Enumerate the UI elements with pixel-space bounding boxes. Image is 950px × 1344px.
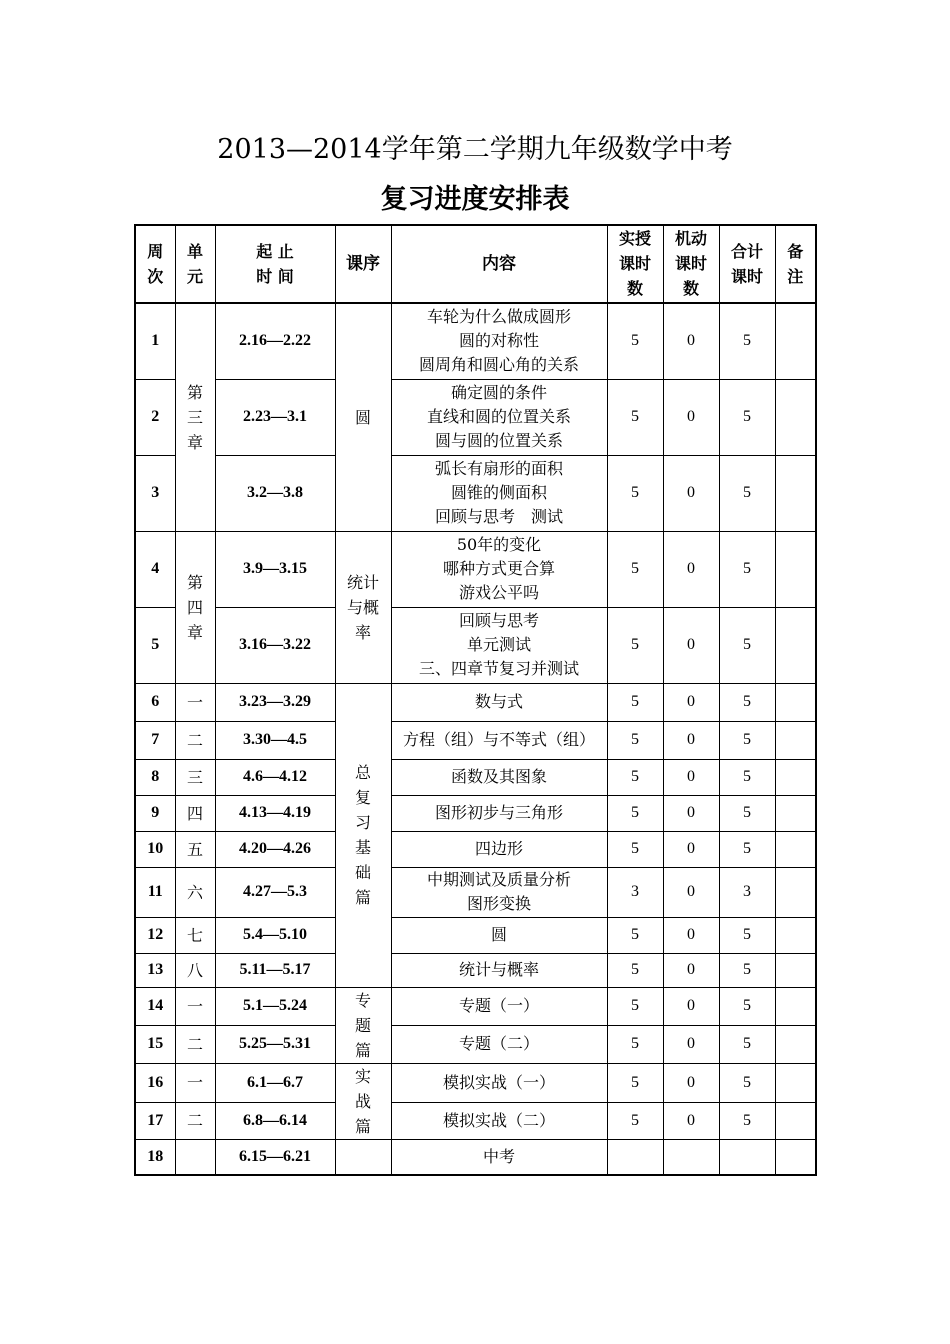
flex-hours-cell: 0 bbox=[663, 303, 719, 379]
total-hours-cell: 5 bbox=[719, 987, 775, 1025]
total-hours-cell: 5 bbox=[719, 379, 775, 455]
flex-hours-cell: 0 bbox=[663, 953, 719, 987]
week-cell: 16 bbox=[135, 1063, 175, 1102]
total-hours-cell: 5 bbox=[719, 1102, 775, 1139]
unit-cell: 一 bbox=[175, 683, 215, 721]
date-range-cell: 3.30—4.5 bbox=[215, 721, 335, 759]
taught-hours-cell: 5 bbox=[607, 987, 663, 1025]
taught-hours-cell: 3 bbox=[607, 867, 663, 917]
week-cell: 18 bbox=[135, 1139, 175, 1175]
note-cell bbox=[775, 303, 816, 379]
content-cell bbox=[391, 917, 607, 953]
table-row bbox=[135, 1102, 816, 1139]
content-line: 回顾与思考 bbox=[458, 611, 539, 630]
content-cell bbox=[391, 303, 607, 379]
header-total-hours: 合计课时 bbox=[719, 225, 775, 303]
total-hours-cell: 5 bbox=[719, 721, 775, 759]
unit-cell: 二 bbox=[175, 1025, 215, 1063]
header-dates: 起 止 时 间 bbox=[215, 225, 335, 303]
header-content: 内容 bbox=[391, 225, 607, 303]
content-line: 弧长有扇形的面积 bbox=[434, 459, 563, 478]
note-cell bbox=[775, 1063, 816, 1102]
unit-cell: 四 bbox=[175, 795, 215, 831]
content-cell bbox=[391, 1139, 607, 1175]
note-cell bbox=[775, 987, 816, 1025]
content-line: 圆周角和圆心角的关系 bbox=[418, 355, 579, 375]
flex-hours-cell: 0 bbox=[663, 987, 719, 1025]
course-cell: 实战篇 bbox=[335, 1063, 391, 1139]
header-unit: 单元 bbox=[175, 225, 215, 303]
date-range-cell: 2.16—2.22 bbox=[215, 303, 335, 379]
total-hours-cell: 5 bbox=[719, 683, 775, 721]
unit-cell bbox=[175, 1139, 215, 1175]
week-cell: 1 bbox=[135, 303, 175, 379]
total-hours-cell: 5 bbox=[719, 953, 775, 987]
flex-hours-cell: 0 bbox=[663, 531, 719, 607]
content-line: 模拟实战（二） bbox=[442, 1110, 555, 1130]
date-range-cell: 4.13—4.19 bbox=[215, 795, 335, 831]
table-row bbox=[135, 607, 816, 683]
date-range-cell: 4.27—5.3 bbox=[215, 867, 335, 917]
flex-hours-cell: 0 bbox=[663, 1025, 719, 1063]
note-cell bbox=[775, 1025, 816, 1063]
flex-hours-cell: 0 bbox=[663, 917, 719, 953]
table-row bbox=[135, 917, 816, 953]
total-hours-cell: 5 bbox=[719, 759, 775, 795]
content-line: 图形变换 bbox=[466, 894, 531, 913]
content-line: 50年的变化 bbox=[456, 535, 542, 554]
total-hours-cell: 5 bbox=[719, 1025, 775, 1063]
content-line: 哪种方式更合算 bbox=[442, 559, 555, 578]
unit-cell: 五 bbox=[175, 831, 215, 867]
date-range-cell: 5.1—5.24 bbox=[215, 987, 335, 1025]
note-cell bbox=[775, 795, 816, 831]
total-hours-cell: 5 bbox=[719, 303, 775, 379]
week-cell: 15 bbox=[135, 1025, 175, 1063]
content-cell bbox=[391, 721, 607, 759]
taught-hours-cell: 5 bbox=[607, 607, 663, 683]
content-line: 方程（组）与不等式（组） bbox=[402, 730, 595, 749]
total-hours-cell: 3 bbox=[719, 867, 775, 917]
date-range-cell: 6.8—6.14 bbox=[215, 1102, 335, 1139]
date-range-cell: 3.16—3.22 bbox=[215, 607, 335, 683]
content-line: 单元测试 bbox=[466, 635, 531, 654]
week-cell: 14 bbox=[135, 987, 175, 1025]
note-cell bbox=[775, 683, 816, 721]
taught-hours-cell: 5 bbox=[607, 759, 663, 795]
content-line: 三、四章节复习并测试 bbox=[418, 659, 579, 678]
total-hours-cell: 5 bbox=[719, 831, 775, 867]
week-cell: 13 bbox=[135, 953, 175, 987]
table-row bbox=[135, 1025, 816, 1063]
date-range-cell: 6.15—6.21 bbox=[215, 1139, 335, 1175]
content-cell bbox=[391, 531, 607, 607]
week-cell: 3 bbox=[135, 455, 175, 531]
table-row bbox=[135, 1063, 816, 1102]
date-range-cell: 5.4—5.10 bbox=[215, 917, 335, 953]
week-cell: 4 bbox=[135, 531, 175, 607]
taught-hours-cell bbox=[607, 1139, 663, 1175]
flex-hours-cell bbox=[663, 1139, 719, 1175]
taught-hours-cell: 5 bbox=[607, 531, 663, 607]
content-cell bbox=[391, 1025, 607, 1063]
note-cell bbox=[775, 867, 816, 917]
flex-hours-cell: 0 bbox=[663, 721, 719, 759]
note-cell bbox=[775, 607, 816, 683]
header-flex-hours: 机动课时数 bbox=[663, 225, 719, 303]
unit-cell: 二 bbox=[175, 721, 215, 759]
flex-hours-cell: 0 bbox=[663, 607, 719, 683]
flex-hours-cell: 0 bbox=[663, 759, 719, 795]
flex-hours-cell: 0 bbox=[663, 1063, 719, 1102]
taught-hours-cell: 5 bbox=[607, 303, 663, 379]
content-line: 中考 bbox=[482, 1146, 515, 1166]
date-range-cell: 6.1—6.7 bbox=[215, 1063, 335, 1102]
unit-cell: 八 bbox=[175, 953, 215, 987]
header-course: 课序 bbox=[335, 225, 391, 303]
content-cell bbox=[391, 867, 607, 917]
flex-hours-cell: 0 bbox=[663, 379, 719, 455]
content-line: 统计与概率 bbox=[458, 960, 539, 979]
content-cell bbox=[391, 683, 607, 721]
total-hours-cell: 5 bbox=[719, 795, 775, 831]
content-line: 圆与圆的位置关系 bbox=[434, 431, 563, 450]
date-range-cell: 4.20—4.26 bbox=[215, 831, 335, 867]
taught-hours-cell: 5 bbox=[607, 721, 663, 759]
note-cell bbox=[775, 455, 816, 531]
note-cell bbox=[775, 379, 816, 455]
total-hours-cell: 5 bbox=[719, 455, 775, 531]
note-cell bbox=[775, 1102, 816, 1139]
taught-hours-cell: 5 bbox=[607, 683, 663, 721]
total-hours-cell bbox=[719, 1139, 775, 1175]
unit-cell: 六 bbox=[175, 867, 215, 917]
table-row bbox=[135, 683, 816, 721]
course-cell: 总复习基础篇 bbox=[335, 683, 391, 987]
table-row bbox=[135, 831, 816, 867]
flex-hours-cell: 0 bbox=[663, 683, 719, 721]
table-row bbox=[135, 867, 816, 917]
week-cell: 9 bbox=[135, 795, 175, 831]
content-cell bbox=[391, 1063, 607, 1102]
unit-cell: 一 bbox=[175, 1063, 215, 1102]
taught-hours-cell: 5 bbox=[607, 455, 663, 531]
note-cell bbox=[775, 1139, 816, 1175]
table-row bbox=[135, 1139, 816, 1175]
note-cell bbox=[775, 917, 816, 953]
table-row bbox=[135, 987, 816, 1025]
note-cell bbox=[775, 721, 816, 759]
week-cell: 2 bbox=[135, 379, 175, 455]
week-cell: 5 bbox=[135, 607, 175, 683]
table-row bbox=[135, 531, 816, 607]
table-row bbox=[135, 953, 816, 987]
taught-hours-cell: 5 bbox=[607, 795, 663, 831]
content-line: 中期测试及质量分析 bbox=[426, 870, 571, 889]
content-cell bbox=[391, 607, 607, 683]
taught-hours-cell: 5 bbox=[607, 831, 663, 867]
date-range-cell: 3.23—3.29 bbox=[215, 683, 335, 721]
header-row bbox=[135, 225, 816, 303]
total-hours-cell: 5 bbox=[719, 607, 775, 683]
taught-hours-cell: 5 bbox=[607, 1063, 663, 1102]
content-line: 圆的对称性 bbox=[458, 331, 539, 351]
date-range-cell: 5.11—5.17 bbox=[215, 953, 335, 987]
content-cell bbox=[391, 379, 607, 455]
course-cell: 统计与概率 bbox=[335, 531, 391, 683]
week-cell: 17 bbox=[135, 1102, 175, 1139]
schedule-table bbox=[134, 224, 817, 1176]
table-row bbox=[135, 455, 816, 531]
total-hours-cell: 5 bbox=[719, 1063, 775, 1102]
table-row bbox=[135, 795, 816, 831]
unit-cell: 二 bbox=[175, 1102, 215, 1139]
table-row bbox=[135, 303, 816, 379]
total-hours-cell: 5 bbox=[719, 531, 775, 607]
content-line: 图形初步与三角形 bbox=[434, 803, 563, 822]
note-cell bbox=[775, 953, 816, 987]
content-line: 四边形 bbox=[474, 839, 523, 858]
content-line: 专题（一） bbox=[458, 996, 539, 1015]
total-hours-cell: 5 bbox=[719, 917, 775, 953]
content-line: 数与式 bbox=[474, 692, 523, 711]
taught-hours-cell: 5 bbox=[607, 953, 663, 987]
flex-hours-cell: 0 bbox=[663, 867, 719, 917]
header-taught-hours: 实授课时数 bbox=[607, 225, 663, 303]
content-line: 回顾与思考 测试 bbox=[434, 507, 563, 526]
unit-cell: 第三章 bbox=[175, 303, 215, 531]
content-cell bbox=[391, 795, 607, 831]
content-cell bbox=[391, 831, 607, 867]
flex-hours-cell: 0 bbox=[663, 1102, 719, 1139]
taught-hours-cell: 5 bbox=[607, 1102, 663, 1139]
content-cell bbox=[391, 455, 607, 531]
flex-hours-cell: 0 bbox=[663, 831, 719, 867]
week-cell: 7 bbox=[135, 721, 175, 759]
week-cell: 10 bbox=[135, 831, 175, 867]
table-row bbox=[135, 759, 816, 795]
taught-hours-cell: 5 bbox=[607, 379, 663, 455]
header-note: 备注 bbox=[775, 225, 816, 303]
date-range-cell: 3.9—3.15 bbox=[215, 531, 335, 607]
content-line: 专题（二） bbox=[458, 1034, 539, 1053]
note-cell bbox=[775, 831, 816, 867]
course-cell: 专题篇 bbox=[335, 987, 391, 1063]
unit-cell: 七 bbox=[175, 917, 215, 953]
taught-hours-cell: 5 bbox=[607, 1025, 663, 1063]
week-cell: 12 bbox=[135, 917, 175, 953]
course-cell bbox=[335, 1139, 391, 1175]
note-cell bbox=[775, 759, 816, 795]
content-cell bbox=[391, 953, 607, 987]
unit-cell: 三 bbox=[175, 759, 215, 795]
flex-hours-cell: 0 bbox=[663, 455, 719, 531]
date-range-cell: 2.23—3.1 bbox=[215, 379, 335, 455]
week-cell: 11 bbox=[135, 867, 175, 917]
content-cell bbox=[391, 759, 607, 795]
date-range-cell: 5.25—5.31 bbox=[215, 1025, 335, 1063]
document-subtitle: 复习进度安排表 bbox=[380, 184, 570, 215]
content-line: 车轮为什么做成圆形 bbox=[426, 307, 571, 327]
content-line: 模拟实战（一） bbox=[442, 1072, 555, 1092]
week-cell: 8 bbox=[135, 759, 175, 795]
content-cell bbox=[391, 1102, 607, 1139]
content-line: 确定圆的条件 bbox=[450, 383, 547, 402]
content-line: 圆锥的侧面积 bbox=[450, 483, 547, 502]
content-line: 圆 bbox=[490, 925, 507, 944]
note-cell bbox=[775, 531, 816, 607]
table-row bbox=[135, 721, 816, 759]
table-row bbox=[135, 379, 816, 455]
unit-cell: 一 bbox=[175, 987, 215, 1025]
content-cell bbox=[391, 987, 607, 1025]
content-line: 直线和圆的位置关系 bbox=[426, 407, 571, 426]
taught-hours-cell: 5 bbox=[607, 917, 663, 953]
course-cell: 圆 bbox=[335, 303, 391, 531]
week-cell: 6 bbox=[135, 683, 175, 721]
flex-hours-cell: 0 bbox=[663, 795, 719, 831]
content-line: 函数及其图象 bbox=[450, 767, 547, 786]
date-range-cell: 3.2—3.8 bbox=[215, 455, 335, 531]
document-title: 2013—2014学年第二学期九年级数学中考 bbox=[217, 134, 733, 165]
content-line: 游戏公平吗 bbox=[458, 583, 539, 602]
unit-cell: 第四章 bbox=[175, 531, 215, 683]
date-range-cell: 4.6—4.12 bbox=[215, 759, 335, 795]
header-week: 周次 bbox=[135, 225, 175, 303]
